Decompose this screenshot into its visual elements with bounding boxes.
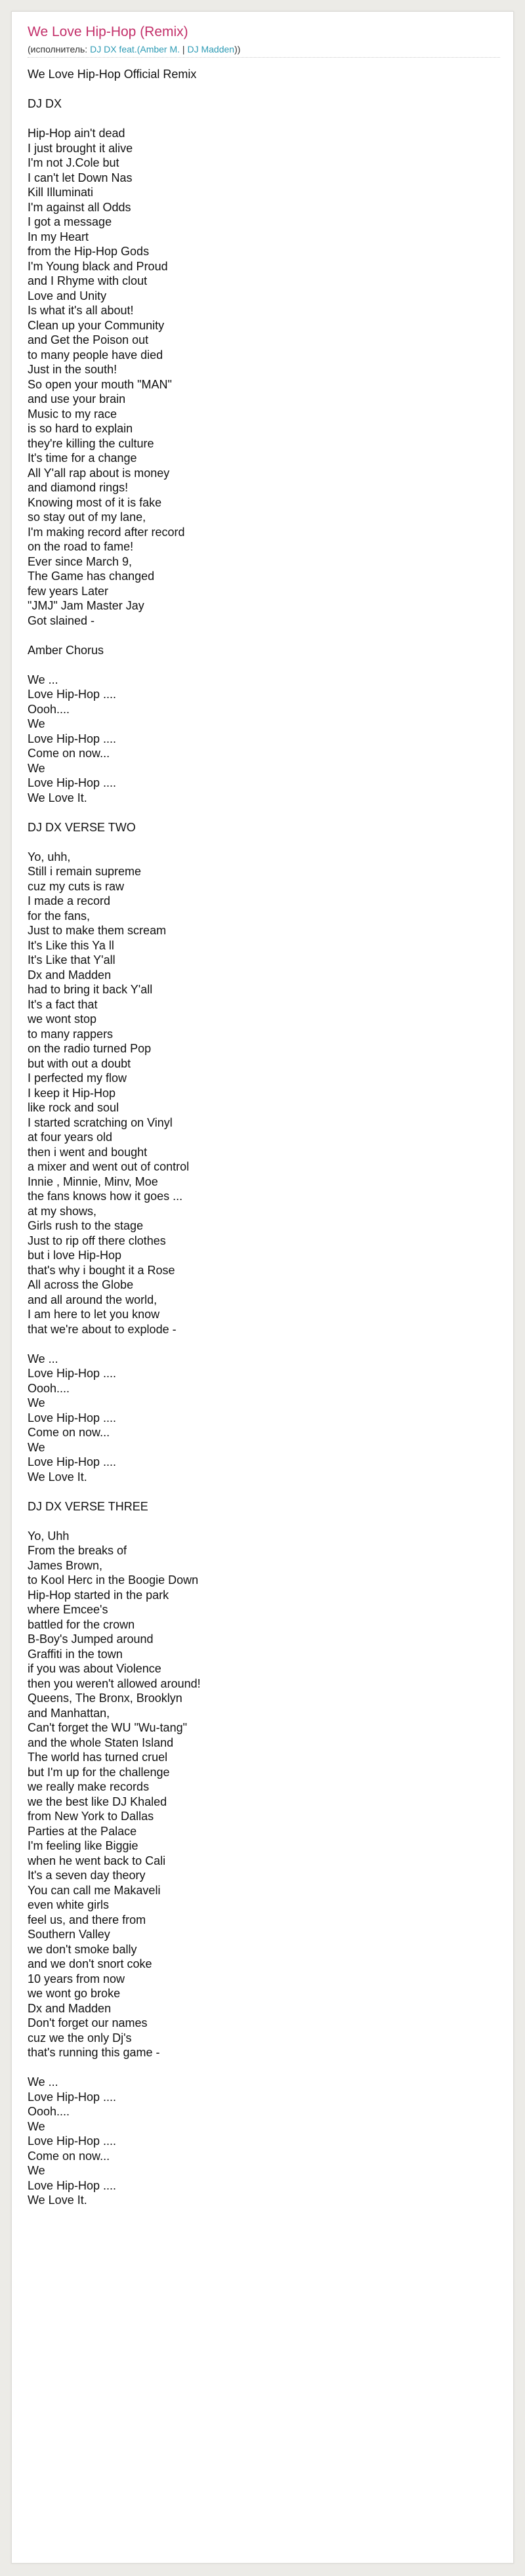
- artist-link-dj-madden[interactable]: DJ Madden: [187, 44, 235, 54]
- performer-line: [28, 43, 500, 55]
- lyrics-text: We Love Hip-Hop Official Remix DJ DX Hip-Hop ain't dead I just brought it alive I'm not J.Cole but I can't let Down Nas Kill Illuminati I'm against all Odds I got a message In my Heart from the Hip-Hop Gods I'm Young black and Proud and I Rhyme with clout Love and Unity Is what it's all about! Clean up your Community and Get the Poison out to many people have died Just in the south! So open your mouth "MAN" and use your brain Music to my race is so hard to explain they're killing the culture It's time for a change All Y'all rap about is money and diamond rings! Knowing most of it is fake so stay out of my lane, I'm making record after record on the road to fame! Ever since March 9, The Game has changed few years Later "JMJ" Jam Master Jay Got slained - Amber Chorus We ... Love Hip-Hop .... Oooh.... We Love Hip-Hop .... Come on now... We Love Hip-Hop .... We Love It. DJ DX VERSE TWO Yo, uhh, Still i remain supreme cuz my cuts is raw I made a record for the fans, Just to make them scream It's Like this Ya ll It's Like that Y'all Dx and Madden had to bring it back Y'all It's a fact that we wont stop to many rappers on the radio turned Pop but with out a doubt I perfected my flow I keep it Hip-Hop like rock and soul I started scratching on Vinyl at four years old then i went and bought a mixer and went out of control Innie , Minnie, Minv, Moe the fans knows how it goes ... at my shows, Girls rush to the stage Just to rip off there clothes but i love Hip-Hop that's why i bought it a Rose All across the Globe and all around the world, I am here to let you know that we're about to explode - We ... Love Hip-Hop .... Oooh.... We Love Hip-Hop .... Come on now... We Love Hip-Hop .... We Love It. DJ DX VERSE THREE Yo, Uhh From the breaks of James Brown, to Kool Herc in the Boogie Down Hip-Hop started in the park where Emcee's battled for the crown B-Boy's Jumped around Graffiti in the town if you was about Violence then you weren't allowed around! Queens, The Bronx, Brooklyn and Manhattan, Can't forget the WU "Wu-tang" and the whole Staten Island The world has turned cruel but I'm up for the challenge we really make records we the best like DJ Khaled from New York to Dallas Parties at the Palace I'm feeling like Biggie when he went back to Cali It's a seven day theory You can call me Makaveli even white girls feel us, and there from Southern Valley we don't smoke bally and we don't snort coke 10 years from now we wont go broke Dx and Madden Don't forget our names cuz we the only Dj's that's running this game - We ... Love Hip-Hop .... Oooh.... We Love Hip-Hop .... Come on now... We Love Hip-Hop .... We Love It.: [28, 68, 201, 2207]
- artist-separator: |: [180, 44, 188, 54]
- performer-prefix: (исполнитель:: [28, 44, 91, 54]
- artist-link-dj-dx[interactable]: DJ DX: [90, 44, 117, 54]
- artist-link-amber-m[interactable]: Amber M.: [140, 44, 180, 54]
- feat-word[interactable]: feat.: [116, 44, 137, 54]
- song-header: [28, 24, 500, 58]
- lyrics-card: [11, 11, 514, 2564]
- feat-paren[interactable]: (: [136, 44, 140, 54]
- performer-suffix: )): [234, 44, 241, 54]
- song-title: We Love Hip-Hop (Remix): [28, 24, 188, 39]
